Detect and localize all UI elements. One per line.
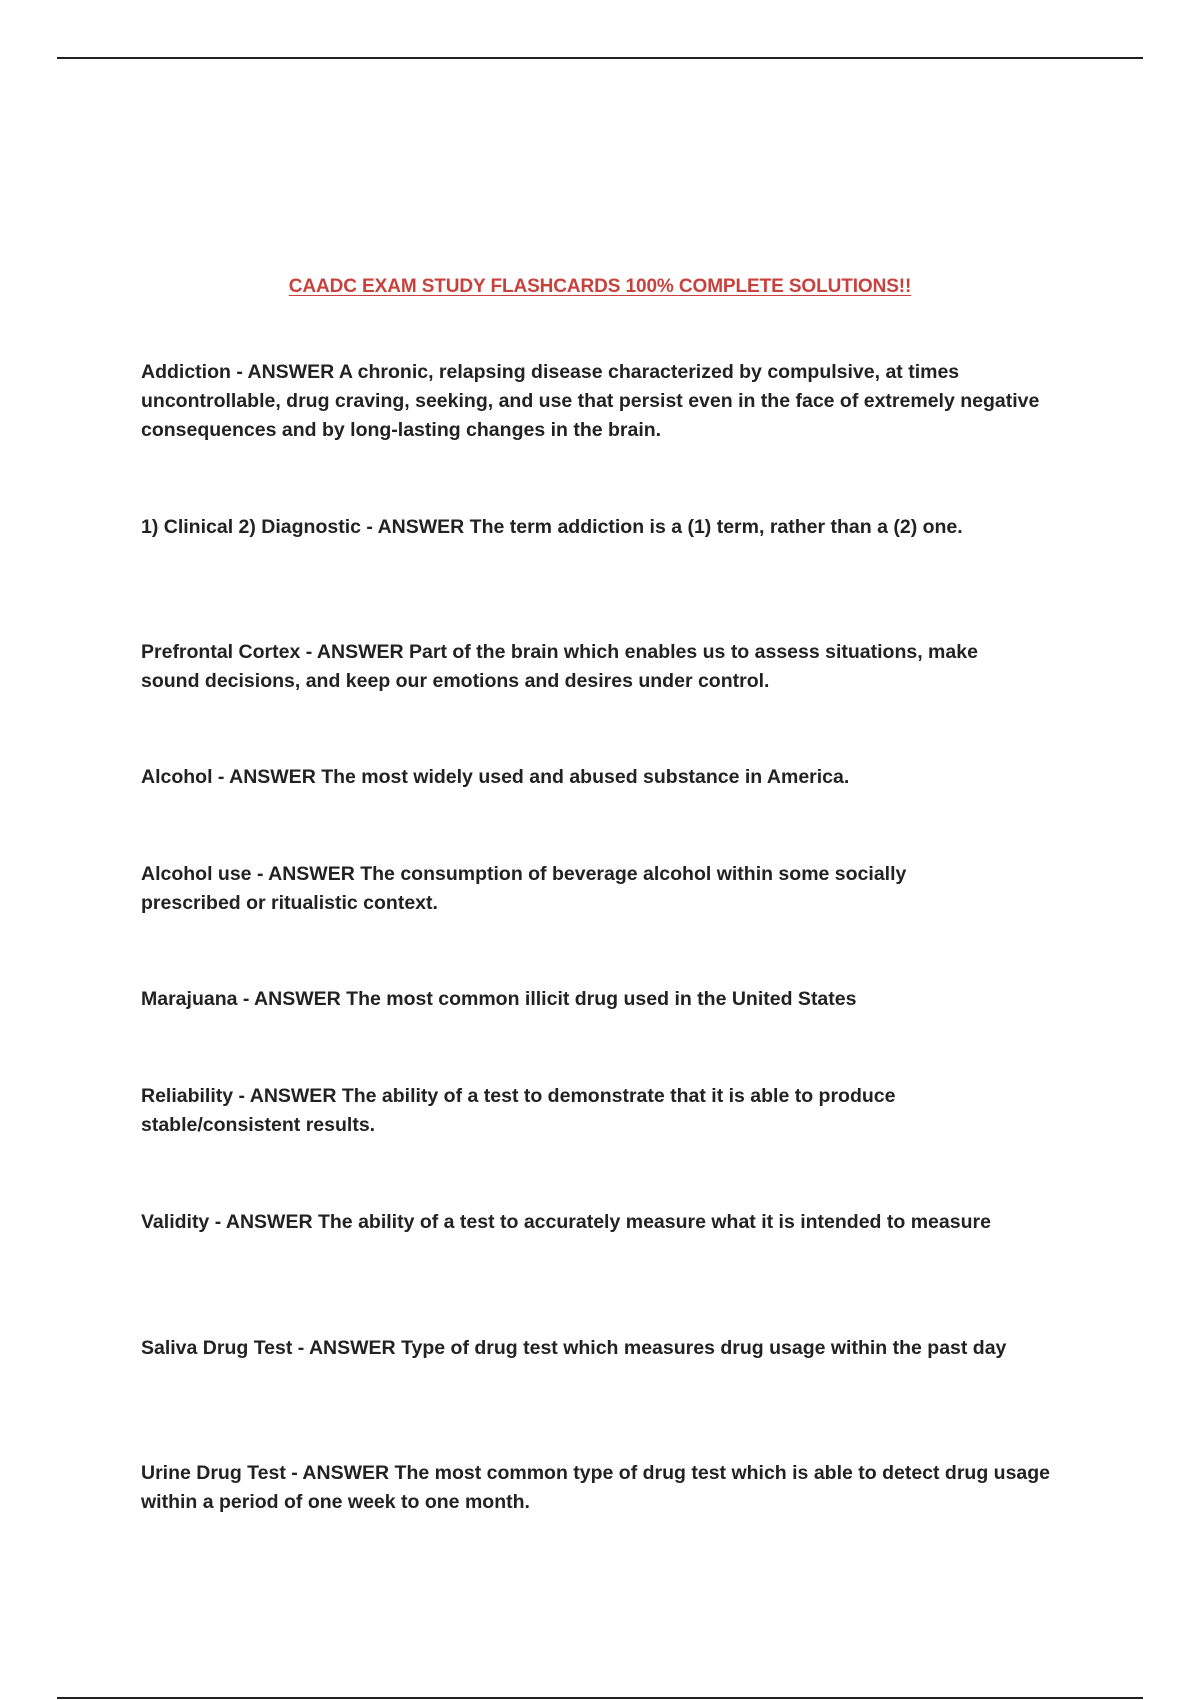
flashcard-separator: - ANSWER (237, 988, 347, 1010)
flashcard-prefrontal-cortex (141, 638, 1036, 696)
flashcard-term: Reliability (141, 1085, 234, 1107)
flashcard-answer: The ability of a test to accurately measure what it is intended to measure (317, 1211, 991, 1233)
flashcard-validity (141, 1208, 1011, 1237)
bottom-rule (57, 1697, 1143, 1699)
flashcard-term: Prefrontal Cortex (141, 641, 301, 663)
flashcard-term: Saliva Drug Test (141, 1337, 293, 1359)
flashcard-answer: The most widely used and abused substance in America. (321, 766, 850, 788)
flashcard-separator: - ANSWER (233, 1085, 342, 1107)
flashcard-separator: - ANSWER (230, 361, 339, 383)
flashcard-answer: The most common type of drug test which is able to detect drug usage within a period of one week to one month. (141, 1462, 1051, 1513)
flashcard-urine-drug-test (141, 1459, 1051, 1517)
flashcard-alcohol (141, 763, 1071, 792)
flashcard-term: 1) Clinical 2) Diagnostic (141, 516, 361, 538)
flashcard-clinical-diagnostic (141, 513, 1036, 542)
flashcard-answer: The term addiction is a (1) term, rather than a (2) one. (469, 516, 963, 538)
flashcard-separator: - ANSWER (300, 641, 409, 663)
flashcard-term: Addiction (141, 361, 231, 383)
flashcard-term: Urine Drug Test (141, 1462, 286, 1484)
flashcard-term: Alcohol use (141, 863, 252, 885)
flashcard-answer: A chronic, relapsing disease characterized by compulsive, at times uncontrollable, drug craving, seeking, and use that persist even in the face of extremely negative consequences and by long-lasting changes in the brain. (141, 361, 1040, 441)
flashcard-term: Alcohol (141, 766, 213, 788)
flashcard-separator: - ANSWER (209, 1211, 318, 1233)
flashcard-separator: - ANSWER (285, 1462, 395, 1484)
flashcard-separator: - ANSWER (251, 863, 361, 885)
flashcard-addiction (141, 358, 1076, 445)
flashcard-separator: - ANSWER (360, 516, 470, 538)
flashcard-alcohol-use (141, 860, 1011, 918)
flashcard-answer: The most common illicit drug used in the United States (346, 988, 857, 1010)
flashcard-separator: - ANSWER (212, 766, 322, 788)
flashcard-term: Validity (141, 1211, 210, 1233)
top-rule (57, 57, 1143, 59)
flashcard-separator: - ANSWER (292, 1337, 402, 1359)
flashcard-answer: The ability of a test to demonstrate that it is able to produce stable/consistent results. (141, 1085, 896, 1136)
document-title: CAADC EXAM STUDY FLASHCARDS 100% COMPLETE SOLUTIONS!! (288, 275, 912, 297)
flashcard-saliva-drug-test (141, 1334, 1026, 1363)
flashcard-answer: Type of drug test which measures drug usage within the past day (401, 1337, 1007, 1359)
flashcard-marajuana (141, 985, 1071, 1014)
flashcard-answer: The consumption of beverage alcohol within some socially prescribed or ritualistic context. (141, 863, 907, 914)
flashcard-term: Marajuana (141, 988, 238, 1010)
flashcard-answer: Part of the brain which enables us to assess situations, make sound decisions, and keep our emotions and desires under control. (141, 641, 978, 692)
flashcard-reliability (141, 1082, 1011, 1140)
